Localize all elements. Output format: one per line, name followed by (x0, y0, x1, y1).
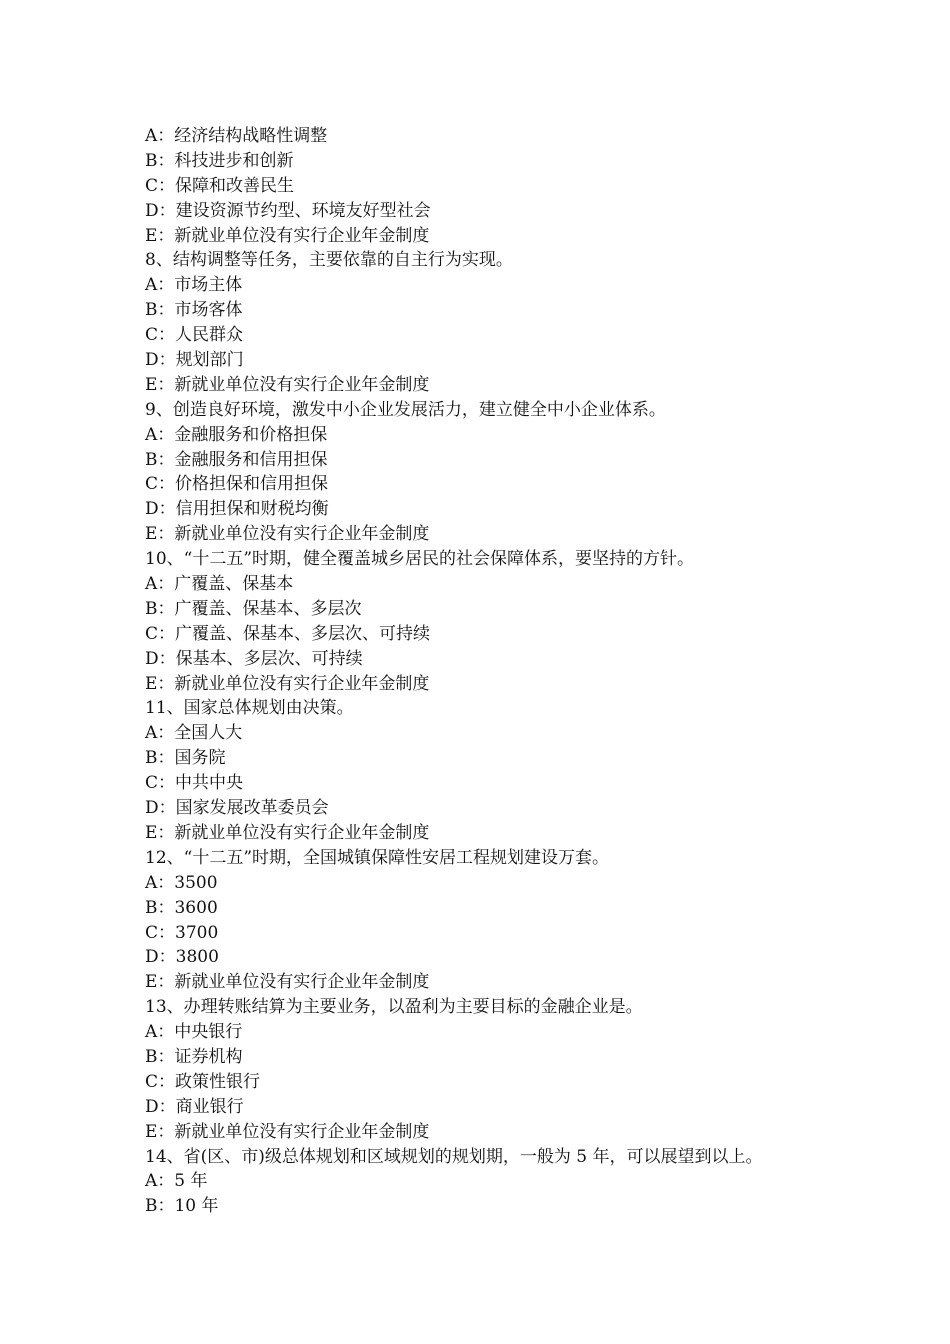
option-line: A：5 年 (145, 1171, 208, 1192)
option-line: E：新就业单位没有实行企业年金制度 (145, 972, 430, 993)
option-line: E：新就业单位没有实行企业年金制度 (145, 1121, 430, 1142)
option-line: D：保基本、多层次、可持续 (145, 648, 363, 669)
question-line: 8、结构调整等任务，主要依靠的自主行为实现。 (145, 250, 513, 271)
option-line: B：3600 (145, 897, 218, 918)
option-line: E：新就业单位没有实行企业年金制度 (145, 822, 430, 843)
question-line: 12、“十二五”时期，全国城镇保障性安居工程规划建设万套。 (145, 847, 610, 868)
option-line: D：3800 (145, 947, 219, 968)
option-line: C：政策性银行 (145, 1071, 261, 1092)
option-line: D：国家发展改革委员会 (145, 798, 329, 819)
option-line: B：证券机构 (145, 1046, 243, 1067)
question-line: 10、“十二五”时期，健全覆盖城乡居民的社会保障体系，要坚持的方针。 (145, 549, 695, 570)
option-line: E：新就业单位没有实行企业年金制度 (145, 374, 430, 395)
option-line: A：3500 (145, 872, 218, 893)
option-line: D：信用担保和财税均衡 (145, 499, 329, 520)
option-line: C：保障和改善民生 (145, 175, 295, 196)
option-line: E：新就业单位没有实行企业年金制度 (145, 225, 430, 246)
option-line: B：广覆盖、保基本、多层次 (145, 598, 362, 619)
option-line: C：3700 (145, 922, 219, 943)
option-line: A：广覆盖、保基本 (145, 574, 294, 595)
option-line: D：规划部门 (145, 350, 244, 371)
option-line: C：广覆盖、保基本、多层次、可持续 (145, 623, 431, 644)
document-body (145, 124, 865, 1219)
option-line: B：科技进步和创新 (145, 150, 294, 171)
option-line: D：商业银行 (145, 1096, 244, 1117)
question-line: 11、国家总体规划由决策。 (145, 698, 354, 719)
question-line: 14、省(区、市)级总体规划和区域规划的规划期，一般为 5 年，可以展望到以上。 (145, 1146, 763, 1167)
option-line: A：市场主体 (145, 275, 243, 296)
option-line: A：经济结构战略性调整 (145, 126, 328, 146)
option-line: E：新就业单位没有实行企业年金制度 (145, 673, 430, 694)
option-line: A：中央银行 (145, 1022, 243, 1043)
option-line: A：金融服务和价格担保 (145, 424, 328, 445)
option-line: B：市场客体 (145, 300, 243, 321)
option-line: B：国务院 (145, 748, 226, 769)
option-line: B：10 年 (145, 1196, 219, 1217)
option-line: C：中共中央 (145, 773, 244, 794)
option-line: C：价格担保和信用担保 (145, 474, 329, 495)
option-line: E：新就业单位没有实行企业年金制度 (145, 524, 430, 545)
question-line: 9、创造良好环境，激发中小企业发展活力，建立健全中小企业体系。 (145, 399, 666, 420)
option-line: A：全国人大 (145, 723, 243, 744)
question-line: 13、办理转账结算为主要业务，以盈利为主要目标的金融企业是。 (145, 997, 643, 1018)
option-line: B：金融服务和信用担保 (145, 449, 328, 470)
option-line: C：人民群众 (145, 325, 244, 346)
option-line: D：建设资源节约型、环境友好型社会 (145, 200, 431, 221)
